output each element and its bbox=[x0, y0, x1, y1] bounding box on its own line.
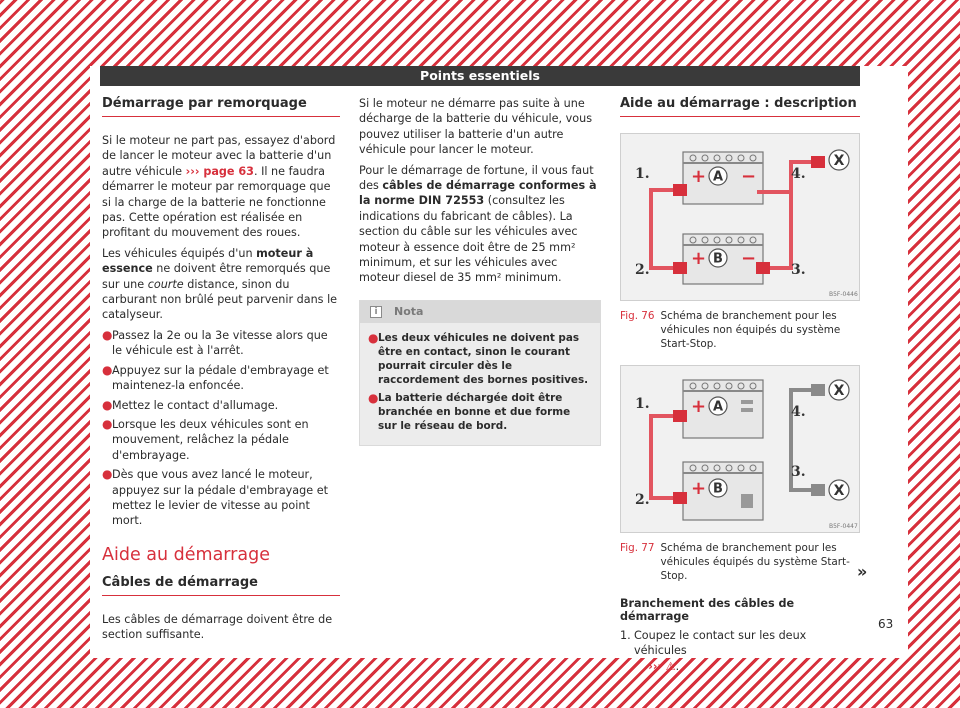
note-title: Nota bbox=[394, 305, 424, 319]
list-item: ● Passez la 2e ou la 3e vitesse alors que le véhicule est à l'arrêt. bbox=[102, 327, 328, 358]
bullet-icon: ● bbox=[102, 416, 113, 431]
steps-title: Branchement des câbles de démarrage bbox=[620, 597, 795, 623]
paragraph-tow-intro: Si le moteur ne part pas, essayez d'abord de lancer le moteur avec la batterie d'un autre véhicule ››› page 63. Il ne faudra démarrer le moteur par remorquage que si la charge de la batterie ne fonctionne pas. Cette opération est réalisée en profitant du mouvement des roues. bbox=[102, 134, 336, 240]
svg-text:A: A bbox=[712, 169, 724, 185]
svg-text:2.: 2. bbox=[635, 262, 650, 278]
page-header: Points essentiels bbox=[100, 66, 860, 86]
section-title-description: Aide au démarrage : description bbox=[620, 96, 860, 117]
list-item: ● Les deux véhicules ne doivent pas être en contact, sinon le courant pourrait circuler dès le raccordement des bornes positives. bbox=[368, 330, 589, 386]
bullet-icon: ● bbox=[102, 467, 113, 482]
figure-76 bbox=[620, 133, 860, 301]
svg-text:A: A bbox=[712, 399, 724, 415]
paragraph-cables: Les câbles de démarrage doivent être de section suffisante. bbox=[102, 612, 333, 642]
warning-icon: ⚠ bbox=[665, 659, 676, 673]
svg-text:B5F-0446: B5F-0446 bbox=[829, 291, 858, 298]
column-2 bbox=[359, 96, 601, 446]
negative-cable-bottom bbox=[761, 192, 791, 268]
page-reference-link[interactable]: ››› page 63 bbox=[185, 164, 254, 178]
svg-text:−: − bbox=[741, 248, 757, 269]
svg-text:B: B bbox=[713, 481, 723, 497]
list-item: ● Mettez le contact d'allumage. bbox=[102, 397, 279, 412]
svg-text:−: − bbox=[741, 166, 757, 187]
svg-text:2.: 2. bbox=[635, 492, 650, 508]
list-item: ● Appuyez sur la pédale d'embrayage et maintenez-la enfoncée. bbox=[102, 362, 329, 393]
svg-text:X: X bbox=[833, 153, 845, 169]
note-box bbox=[359, 300, 601, 446]
svg-text:X: X bbox=[833, 383, 845, 399]
bullet-icon: ● bbox=[102, 397, 113, 412]
list-item: 1. Coupez le contact sur les deux véhicules ››› ⚠. bbox=[620, 629, 807, 673]
svg-text:1.: 1. bbox=[635, 166, 650, 182]
section-title-tow-start: Démarrage par remorquage bbox=[102, 96, 340, 117]
bullet-icon: ● bbox=[102, 327, 113, 342]
svg-text:3.: 3. bbox=[791, 464, 806, 480]
chapter-heading: Aide au démarrage bbox=[102, 544, 270, 565]
svg-text:4.: 4. bbox=[791, 166, 806, 182]
paragraph-petrol-engine: Les véhicules équipés d'un moteur à essence ne doivent être remorqués que sur une courte distance, sinon du carburant non brûlé peut parvenir dans le catalyseur. bbox=[102, 246, 338, 322]
figure-77 bbox=[620, 365, 860, 533]
positive-cable bbox=[651, 190, 681, 268]
note-body bbox=[360, 323, 600, 445]
paragraph-cable-standard: Pour le démarrage de fortune, il vous faut des câbles de démarrage conformes à la norme DIN 72553 (consultez les indications du fabricant de câbles). La section du câble sur les véhicules avec moteur à essence doit être de 25 mm² minimum, et sur les véhicules avec moteur diesel de 35 mm² minimum. bbox=[359, 163, 597, 285]
wiring-diagram-no-startstop bbox=[621, 134, 861, 302]
negative-cable-top bbox=[757, 162, 816, 192]
page-number: 63 bbox=[878, 617, 894, 631]
svg-text:+: + bbox=[691, 248, 707, 269]
paragraph-battery-discharge: Si le moteur ne démarre pas suite à une décharge de la batterie du véhicule, vous pouvez utiliser la batterie d'un autre véhicule pour lancer le moteur. bbox=[359, 97, 593, 157]
svg-text:4.: 4. bbox=[791, 404, 806, 420]
svg-text:1.: 1. bbox=[635, 396, 650, 412]
warning-reference-link[interactable]: ››› bbox=[648, 659, 663, 673]
note-header bbox=[360, 301, 600, 323]
bullet-icon: ● bbox=[368, 330, 379, 345]
list-item: ● Dès que vous avez lancé le moteur, appuyez sur la pédale d'embrayage et mettez le levier de vitesse au point mort. bbox=[102, 467, 328, 528]
svg-text:+: + bbox=[691, 166, 707, 187]
list-item: ● Lorsque les deux véhicules sont en mouvement, relâchez la pédale d'embrayage. bbox=[102, 416, 309, 462]
svg-text:B: B bbox=[713, 251, 723, 267]
bullet-icon: ● bbox=[368, 390, 379, 405]
figure-77-caption: Fig. 77 Schéma de branchement pour les véhicules équipés du système Start-Stop. bbox=[620, 542, 850, 582]
list-item: ● La batterie déchargée doit être branchée en bonne et due forme sur le réseau de bord. bbox=[368, 390, 571, 432]
bullet-icon: ● bbox=[102, 362, 113, 377]
column-1 bbox=[102, 96, 340, 648]
info-icon: i bbox=[370, 306, 382, 318]
svg-text:B5F-0447: B5F-0447 bbox=[829, 523, 858, 530]
svg-text:+: + bbox=[691, 478, 707, 499]
wiring-diagram-startstop bbox=[621, 366, 861, 534]
svg-text:+: + bbox=[691, 396, 707, 417]
svg-text:X: X bbox=[833, 483, 845, 499]
section-title-cables: Câbles de démarrage bbox=[102, 575, 340, 596]
svg-text:3.: 3. bbox=[791, 262, 806, 278]
column-3 bbox=[620, 96, 860, 674]
positive-cable bbox=[651, 416, 681, 498]
continue-arrow-icon: » bbox=[857, 562, 868, 581]
figure-76-caption: Fig. 76 Schéma de branchement pour les véhicules non équipés du système Start-Stop. bbox=[620, 310, 841, 350]
